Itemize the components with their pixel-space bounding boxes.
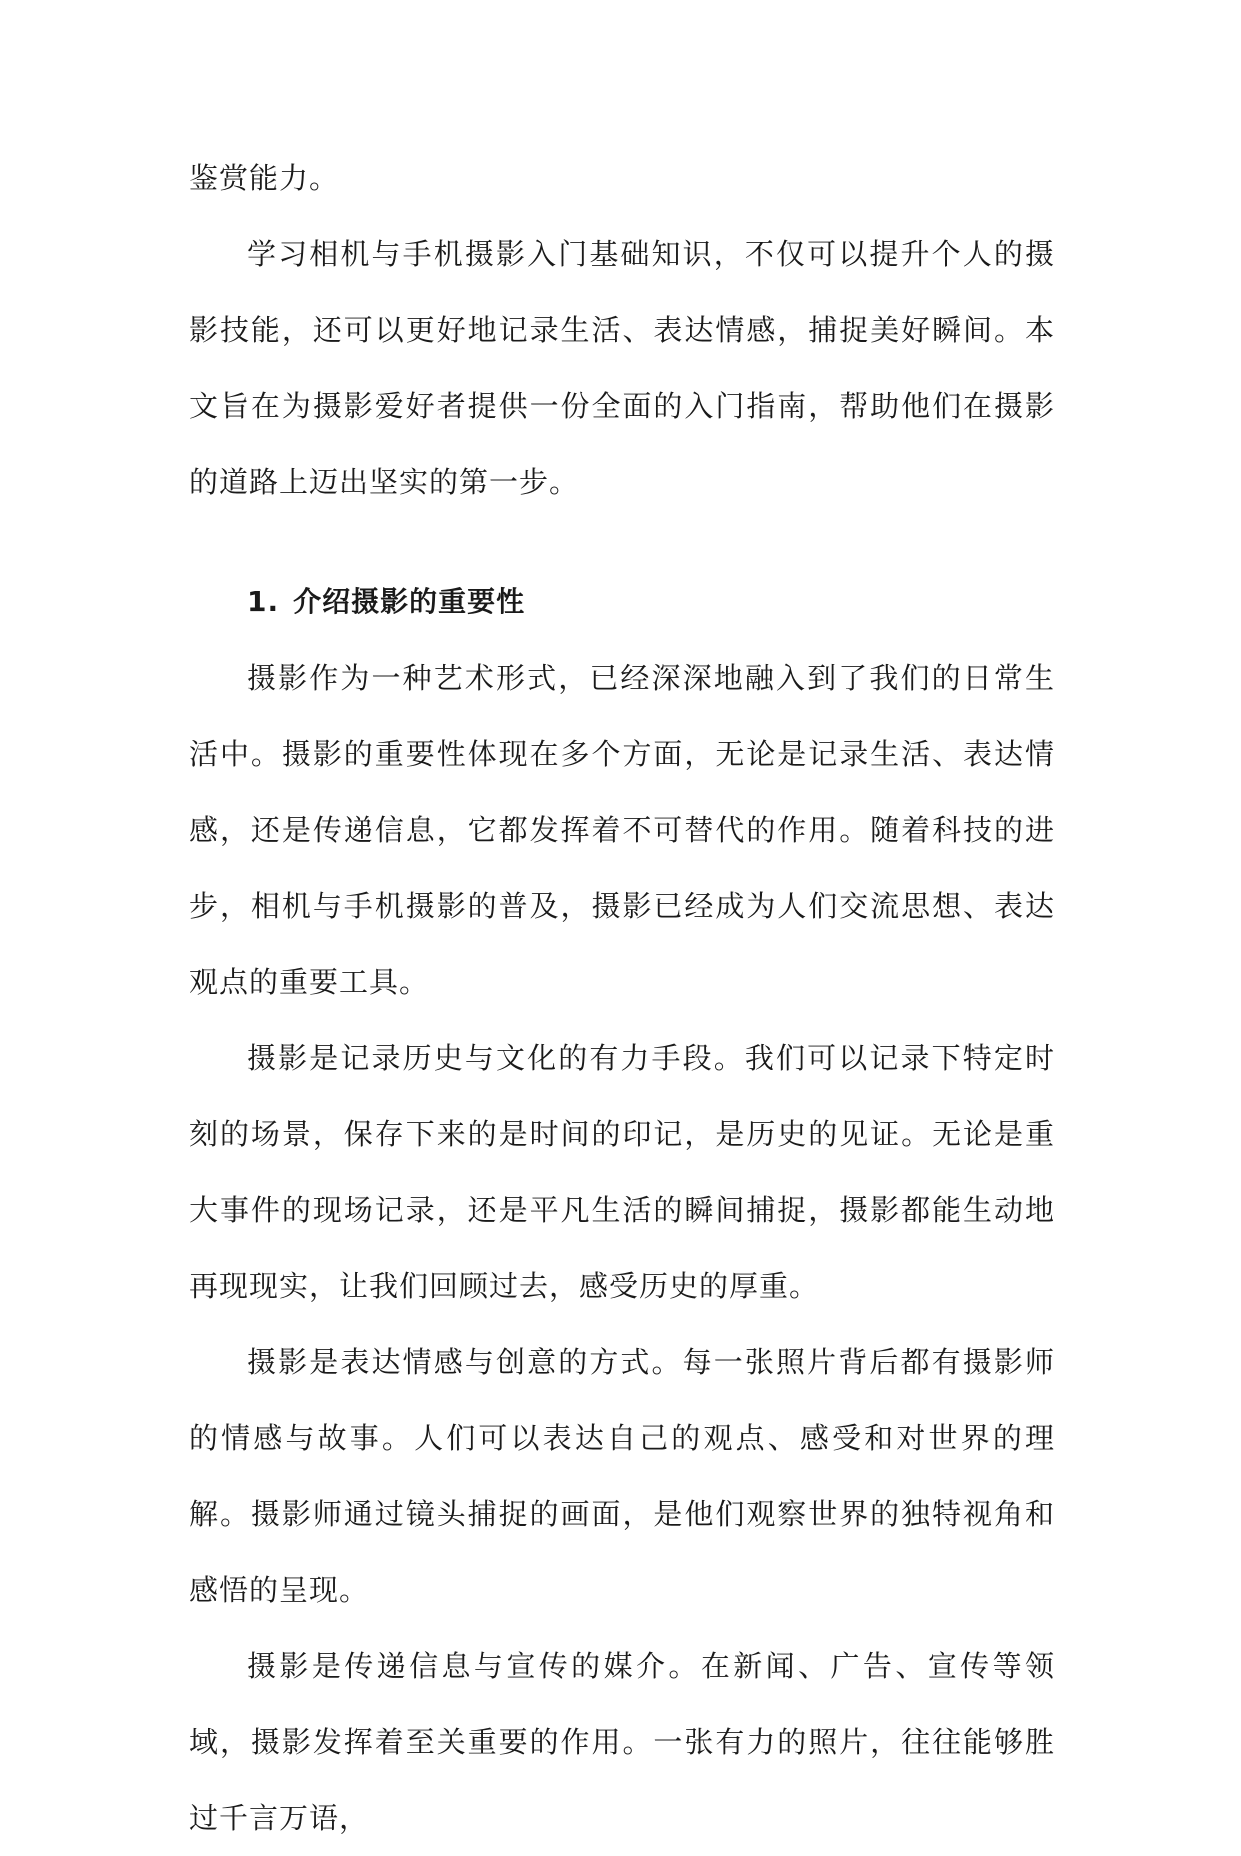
paragraph-continuation: 鉴赏能力。	[189, 161, 340, 195]
paragraph-importance: 摄影作为一种艺术形式，已经深深地融入到了我们的日常生活中。摄影的重要性体现在多个方面，无论是记录生活、表达情感，还是传递信息，它都发挥着不可替代的作用。随着科技的进步，相机与手机摄影的普及，摄影已经成为人们交流思想、表达观点的重要工具。	[189, 661, 1055, 999]
document-body	[189, 140, 1055, 1856]
section-heading	[189, 564, 1055, 640]
paragraph-media: 摄影是传递信息与宣传的媒介。在新闻、广告、宣传等领域，摄影发挥着至关重要的作用。一张有力的照片，往往能够胜过千言万语，	[189, 1649, 1055, 1835]
paragraph-intro: 学习相机与手机摄影入门基础知识，不仅可以提升个人的摄影技能，还可以更好地记录生活、表达情感，捕捉美好瞬间。本文旨在为摄影爱好者提供一份全面的入门指南，帮助他们在摄影的道路上迈出坚实的第一步。	[189, 237, 1055, 499]
section-title: 介绍摄影的重要性	[293, 585, 526, 618]
section-number: 1.	[247, 585, 280, 618]
paragraph-history: 摄影是记录历史与文化的有力手段。我们可以记录下特定时刻的场景，保存下来的是时间的印记，是历史的见证。无论是重大事件的现场记录，还是平凡生活的瞬间捕捉，摄影都能生动地再现现实，让我们回顾过去，感受历史的厚重。	[189, 1041, 1055, 1303]
paragraph-emotion: 摄影是表达情感与创意的方式。每一张照片背后都有摄影师的情感与故事。人们可以表达自己的观点、感受和对世界的理解。摄影师通过镜头捕捉的画面，是他们观察世界的独特视角和感悟的呈现。	[189, 1345, 1055, 1607]
spacer	[189, 520, 1055, 546]
